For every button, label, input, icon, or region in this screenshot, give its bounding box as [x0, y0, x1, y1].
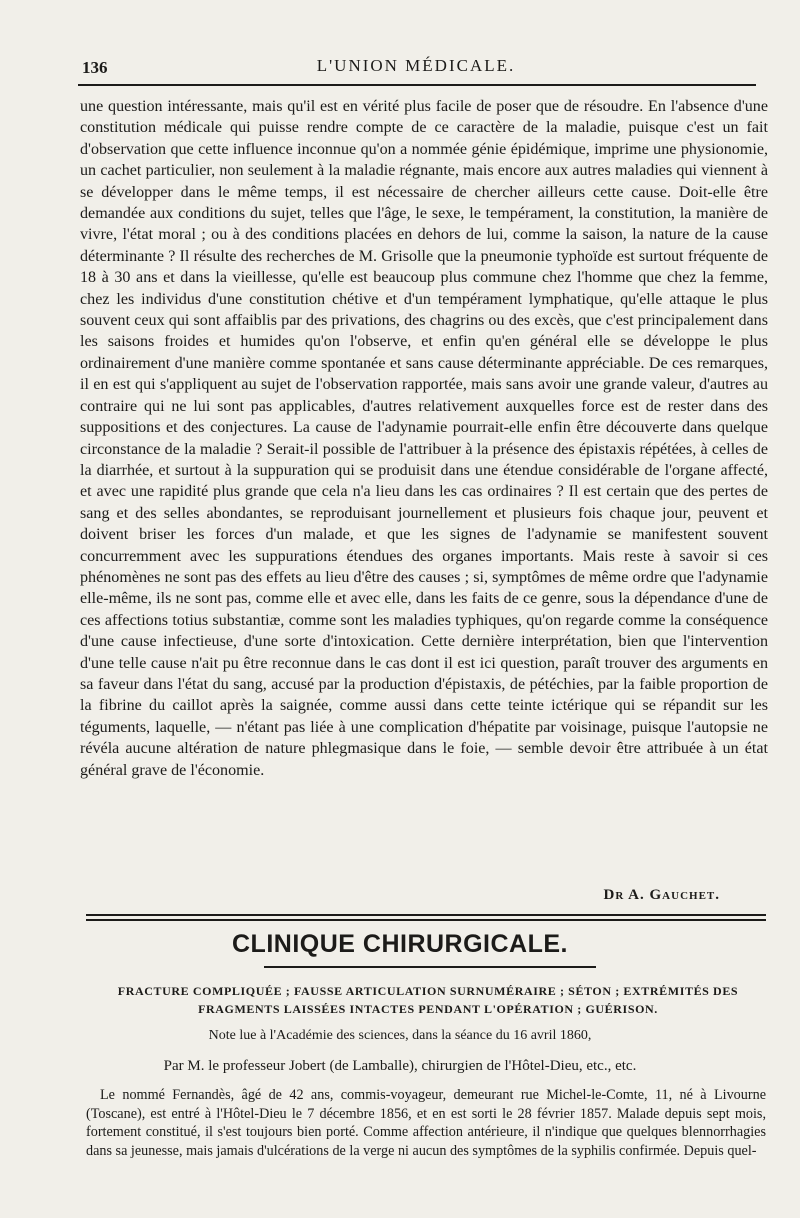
section-divider-bottom [86, 919, 766, 921]
presentation-note: Note lue à l'Académie des sciences, dans la séance du 16 avril 1860, [208, 1028, 592, 1043]
author-signature: Dr A. Gauchet. [603, 887, 720, 903]
running-head [78, 56, 754, 84]
case-body: Le nommé Fernandès, âgé de 42 ans, commis-voyageur, demeurant rue Michel-le-Comte, 11, né à Livourne (Toscane), est entré à l'Hôtel-Dieu le 7 décembre 1856, et en est sorti le 28 février 1857. Malade depuis sept mois, fortement constitué, il s'est toujours bien porté. Comme affection antérieure, il n'indique que quelques blennorrhagies dans sa jeunesse, mais jamais d'ulcérations de la verge ni aucun des symptômes de la syphilis confirmée. Depuis quel- [86, 1087, 766, 1159]
header-rule [78, 84, 756, 86]
journal-title: L'UNION MÉDICALE. [316, 56, 516, 75]
section-title: CLINIQUE CHIRURGICALE. [232, 930, 568, 958]
section-divider-top [86, 914, 766, 916]
page-number: 136 [82, 58, 108, 77]
case-heading: FRACTURE COMPLIQUÉE ; FAUSSE ARTICULATION SURNUMÉRAIRE ; SÉTON ; EXTRÉMITÉS DES FRAGMENTS LAISSÉES INTACTES PENDANT L'OPÉRATION ; GUÉRISON. [117, 984, 739, 1016]
case-author: Par M. le professeur Jobert (de Lamballe), chirurgien de l'Hôtel-Dieu, etc., etc. [163, 1058, 637, 1074]
article-body: une question intéressante, mais qu'il est en vérité plus facile de poser que de résoudre. En l'absence d'une constitution médicale qui puisse rendre compte de ce caractère de la maladie, puisque c'est un fait d'observation que cette influence inconnue qu'on a nommée génie épidémique, imprime une physionomie, un cachet particulier, non seulement à la maladie régnante, mais encore aux autres maladies qui viennent à se développer dans le même temps, il est nécessaire de chercher ailleurs cette cause. Doit-elle être demandée aux conditions du sujet, telles que l'âge, le sexe, le tempérament, la constitution, la manière de vivre, l'état moral ; ou à des conditions placées en dehors de lui, comme la saison, la nature de la cause déterminante ? Il résulte des recherches de M. Grisolle que la pneumonie typhoïde est surtout fréquente de 18 à 30 ans et dans la vieillesse, qu'elle est beaucoup plus commune chez l'homme que chez la femme, chez les individus d'une constitution chétive et d'un tempérament lymphatique, qu'elle attaque le plus souvent ceux qui sont affaiblis par des privations, des chagrins ou des excès, que c'est principalement dans les saisons froides et humides qu'on l'observe, et enfin qu'en général elle se développe le plus ordinairement d'une manière comme spontanée et sans cause déterminante appréciable. De ces remarques, il en est qui s'appliquent au sujet de l'observation rapportée, mais sans avoir une grande valeur, d'autres au contraire qui ne lui sont pas applicables, d'autres relativement auxquelles force est de rester dans des suppositions et des conjectures. La cause de l'adynamie pourrait-elle enfin être découverte dans quelque circonstance de la maladie ? Serait-il possible de l'attribuer à la présence des épistaxis répétées, à celles de la diarrhée, et surtout à la suppuration qui se produisit dans une étendue considérable de l'organe affecté, et avec une rapidité plus grande que cela n'a lieu dans les cas ordinaires ? Il est certain que des pertes de sang et des selles abondantes, se reproduisant journellement et plusieurs fois chaque jour, peuvent et doivent briser les forces d'un malade, et que les signes de l'adynamie se manifestent souvent concurremment avec les suppurations étendues des organes importants. Mais reste à savoir si ces phénomènes ne sont pas des effets au lieu d'être des causes ; si, symptômes de même ordre que l'adynamie elle-même, ils ne sont pas, comme elle et avec elle, dans les faits de ce genre, sous la dépendance d'une de ces affections totius substantiæ, comme sont les maladies typhiques, qu'on regarde comme la conséquence d'une cause infectieuse, d'une sorte d'intoxication. Cette dernière interprétation, bien que l'intervention d'une telle cause n'ait pu être reconnue dans le cas dont il est ici question, paraît trouver des arguments en sa faveur dans l'état du sang, accusé par la production d'épistaxis, de pétéchies, par la faible proportion de la fibrine du caillot après la saignée, comme aussi dans cette teinte ictérique qui se répandit sur les téguments, laquelle, — n'étant pas liée à une complication d'hépatite par voisinage, puisque l'autopsie ne révéla aucune altération de nature phlegmasique dans le foie, — semble devoir être attribuée à un état général grave de l'économie. [80, 98, 768, 779]
section-title-rule [264, 966, 596, 968]
